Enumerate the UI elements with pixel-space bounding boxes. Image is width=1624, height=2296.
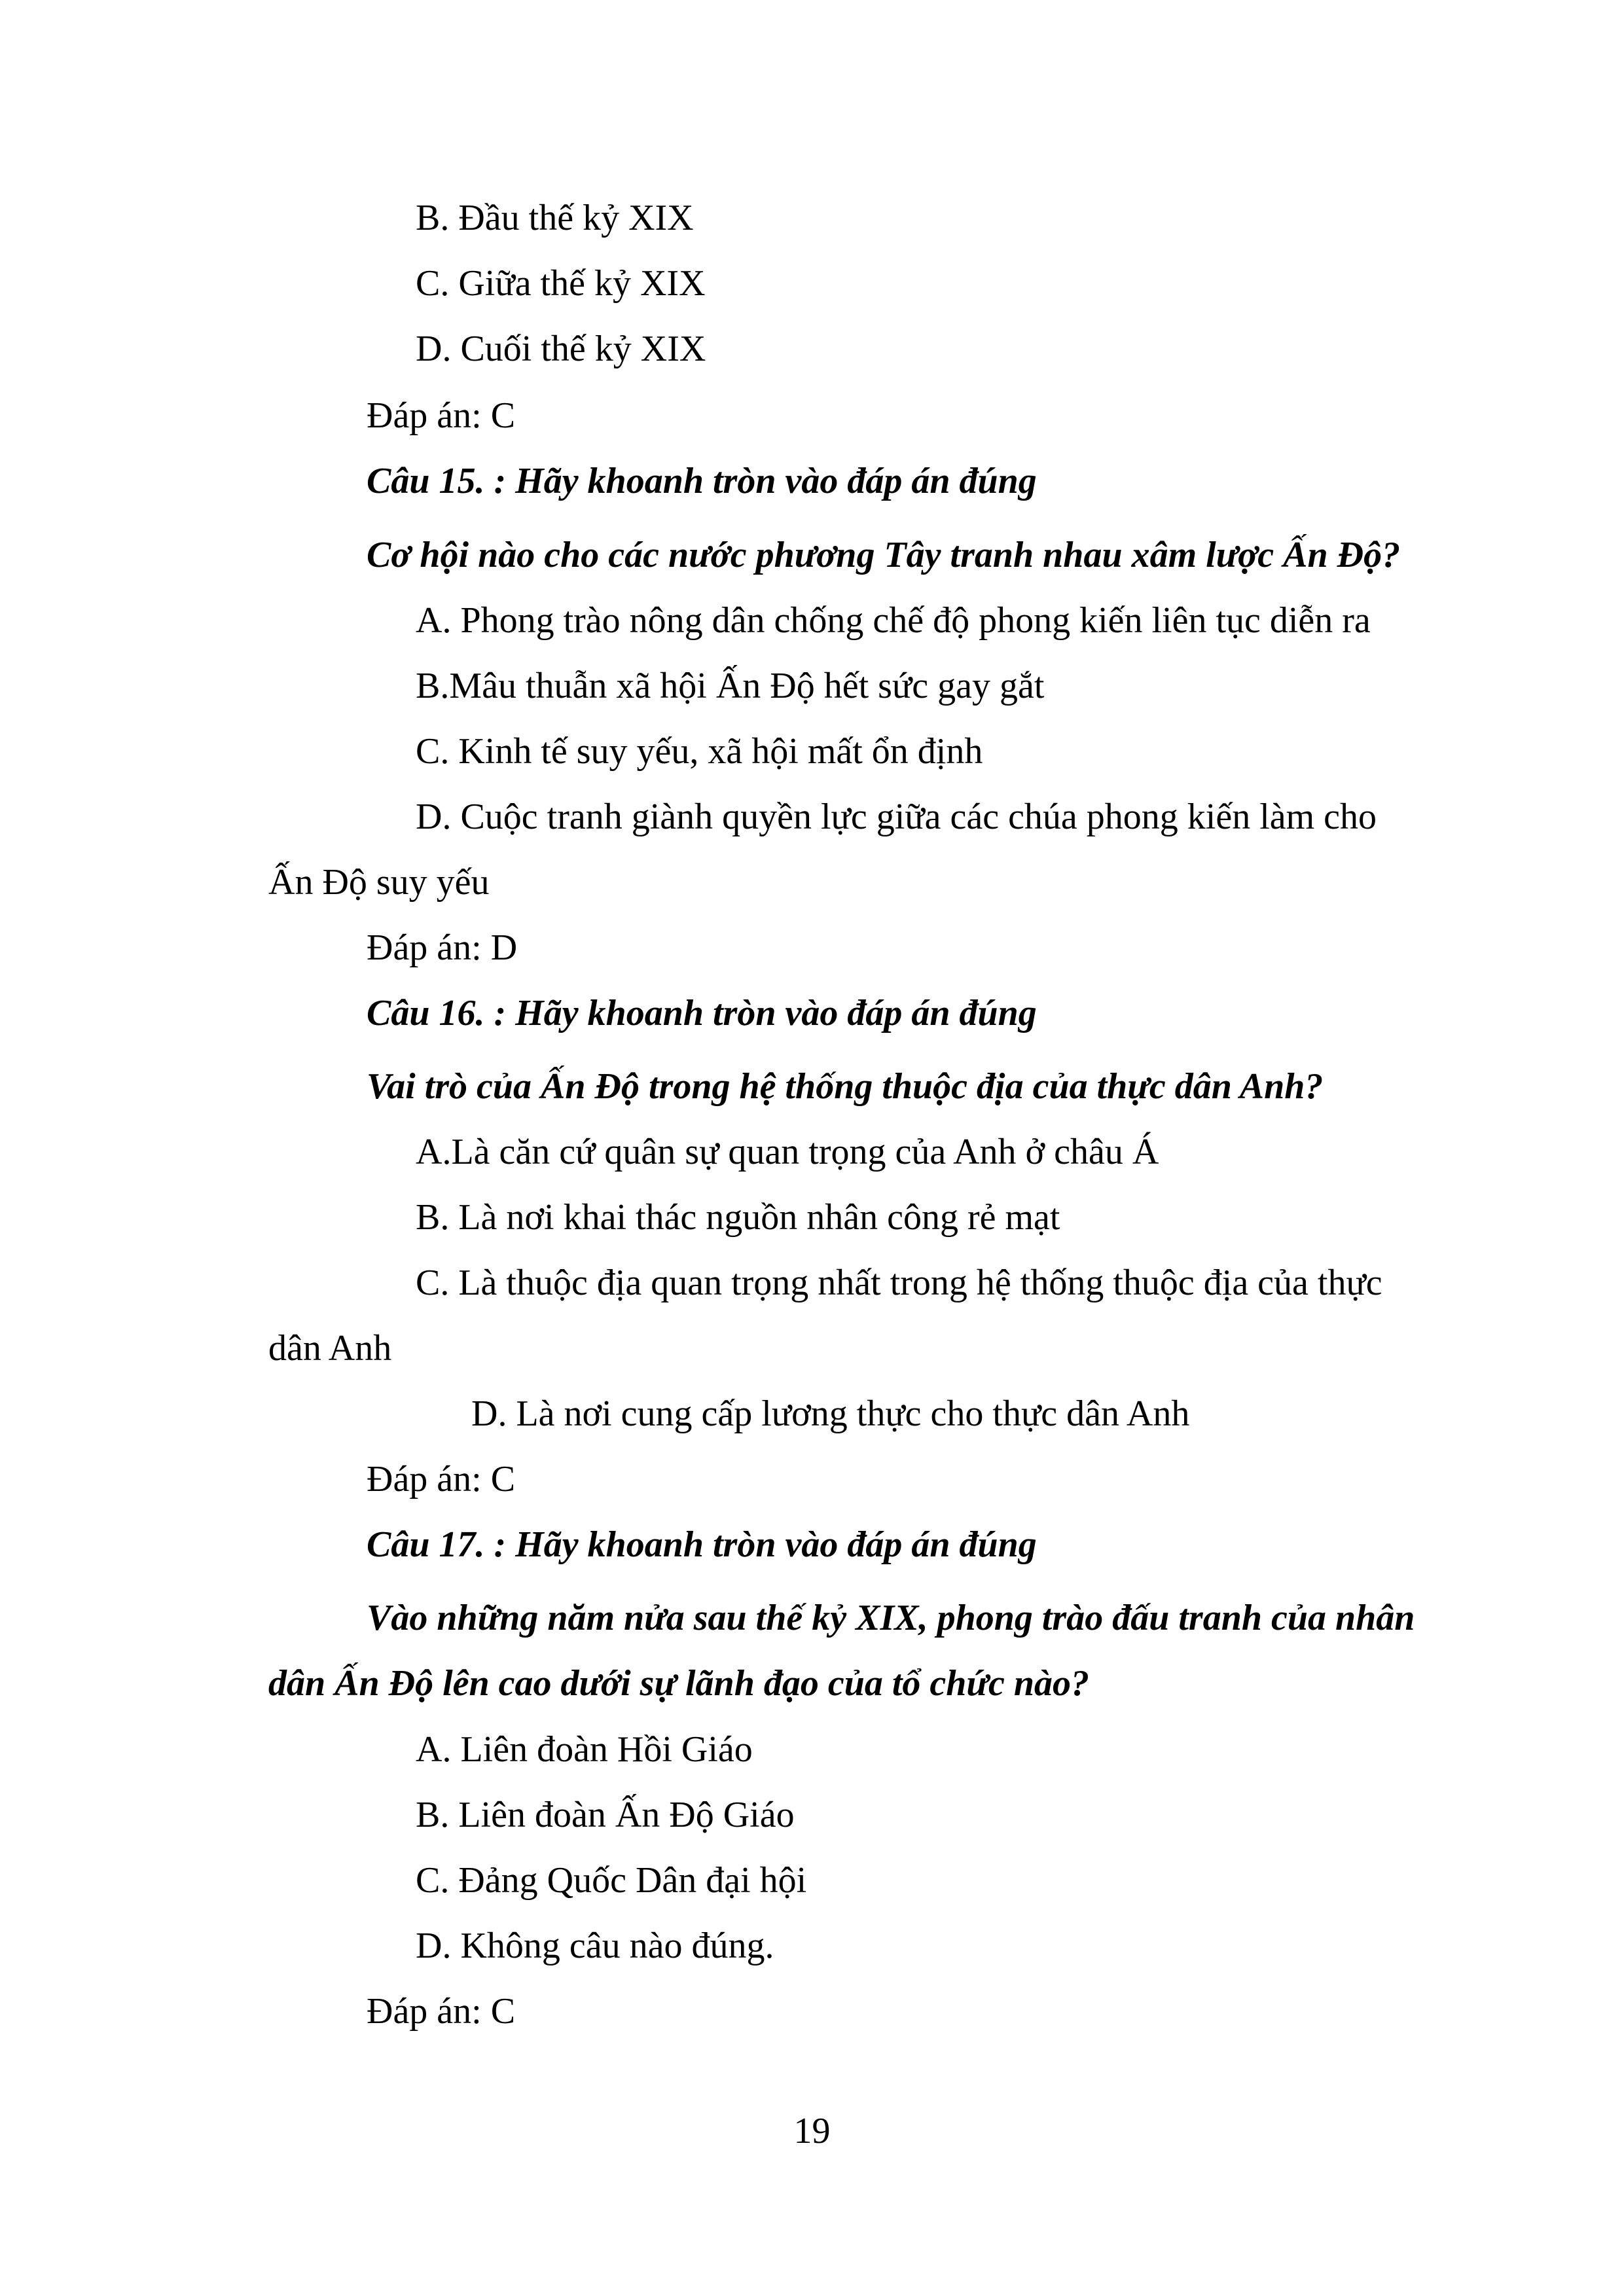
q17-question-line1: Vào những năm nửa sau thế kỷ XIX, phong trào đấu tranh của nhân	[367, 1598, 1415, 1638]
q17-option-a: A. Liên đoàn Hồi Giáo	[416, 1729, 753, 1770]
q16-heading: Câu 16. : Hãy khoanh tròn vào đáp án đúng	[367, 993, 1037, 1033]
prev-answer: Đáp án: C	[367, 395, 516, 436]
q15-question: Cơ hội nào cho các nước phương Tây tranh nhau xâm lược Ấn Độ?	[367, 535, 1401, 575]
q15-option-d-continuation: Ấn Độ suy yếu	[268, 862, 490, 903]
prev-option-d: D. Cuối thế kỷ XIX	[416, 329, 706, 369]
q16-option-d: D. Là nơi cung cấp lương thực cho thực dân Anh	[471, 1393, 1190, 1434]
q16-option-b: B. Là nơi khai thác nguồn nhân công rẻ mạt	[416, 1197, 1060, 1238]
q17-option-d: D. Không câu nào đúng.	[416, 1926, 774, 1966]
prev-option-c: C. Giữa thế kỷ XIX	[416, 263, 706, 304]
q16-question: Vai trò của Ấn Độ trong hệ thống thuộc địa của thực dân Anh?	[367, 1066, 1324, 1107]
prev-option-b: B. Đầu thế kỷ XIX	[416, 198, 694, 238]
q15-option-a: A. Phong trào nông dân chống chế độ phong kiến liên tục diễn ra	[416, 600, 1371, 641]
q15-option-c: C. Kinh tế suy yếu, xã hội mất ổn định	[416, 731, 983, 772]
q17-option-b: B. Liên đoàn Ấn Độ Giáo	[416, 1795, 795, 1835]
q16-option-c-continuation: dân Anh	[268, 1328, 392, 1369]
q17-question-line2: dân Ấn Độ lên cao dưới sự lãnh đạo của tổ chức nào?	[268, 1663, 1089, 1704]
q15-answer: Đáp án: D	[367, 927, 518, 968]
q16-option-c: C. Là thuộc địa quan trọng nhất trong hệ thống thuộc địa của thực	[416, 1263, 1382, 1303]
q17-answer: Đáp án: C	[367, 1991, 516, 2032]
q15-option-d: D. Cuộc tranh giành quyền lực giữa các chúa phong kiến làm cho	[416, 797, 1377, 837]
q15-option-b: B.Mâu thuẫn xã hội Ấn Độ hết sức gay gắt	[416, 666, 1045, 706]
q15-heading: Câu 15. : Hãy khoanh tròn vào đáp án đúng	[367, 461, 1037, 501]
page-number: 19	[793, 2111, 831, 2151]
q17-option-c: C. Đảng Quốc Dân đại hội	[416, 1860, 807, 1901]
q17-heading: Câu 17. : Hãy khoanh tròn vào đáp án đúng	[367, 1524, 1037, 1565]
q16-answer: Đáp án: C	[367, 1459, 516, 1499]
q16-option-a: A.Là căn cứ quân sự quan trọng của Anh ở châu Á	[416, 1132, 1159, 1172]
